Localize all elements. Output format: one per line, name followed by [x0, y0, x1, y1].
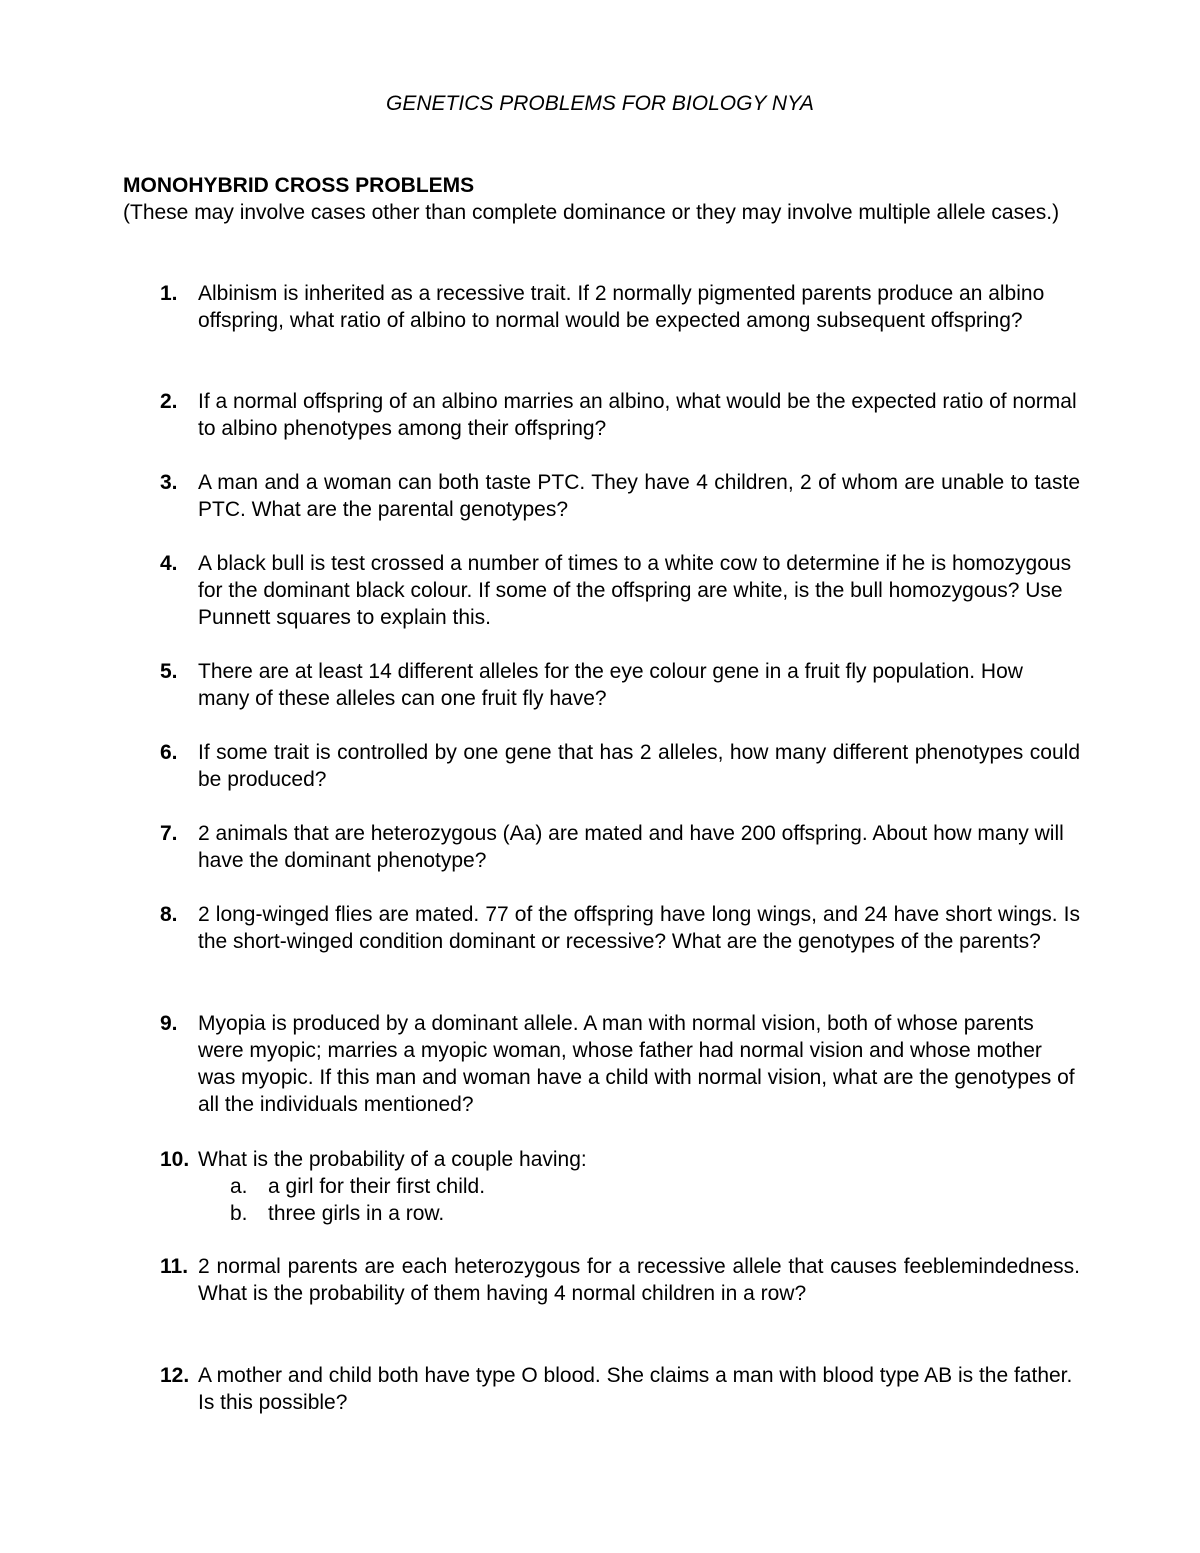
sub-question-b [198, 1200, 1080, 1227]
sub-question-marker: a. [230, 1175, 248, 1198]
question-number: 4. [160, 552, 178, 575]
question-text: 2 normal parents are each heterozygous for a recessive allele that causes feeblemindedness. What is the probability of them having 4 normal children in a row? [198, 1255, 1080, 1305]
question-text: Myopia is produced by a dominant allele. A man with normal vision, both of whose parents were myopic; marries a myopic woman, whose father had normal vision and whose mother was myopic. If this man and woman have a child with normal vision, what are the genotypes of all the individuals mentioned? [198, 1012, 1075, 1116]
question-number: 10. [160, 1148, 190, 1171]
question-text: 2 animals that are heterozygous (Aa) are mated and have 200 offspring. About how many will have the dominant phenotype? [198, 822, 1064, 872]
question-number: 7. [160, 822, 178, 845]
question-6 [160, 739, 1080, 793]
question-text: A mother and child both have type O blood. She claims a man with blood type AB is the father. Is this possible? [198, 1364, 1073, 1414]
question-text: A black bull is test crossed a number of times to a white cow to determine if he is homozygous for the dominant black colour. If some of the offspring are white, is the bull homozygous? Use Punnett squares to explain this. [198, 552, 1072, 629]
question-number: 2. [160, 390, 178, 413]
question-number: 3. [160, 471, 178, 494]
question-number: 5. [160, 660, 178, 683]
question-number: 8. [160, 903, 178, 926]
question-number: 9. [160, 1012, 178, 1035]
question-11 [160, 1253, 1080, 1307]
question-7 [160, 820, 1080, 874]
question-3 [160, 469, 1080, 523]
question-text: 2 long-winged flies are mated. 77 of the offspring have long wings, and 24 have short wings. Is the short-winged condition dominant or recessive? What are the genotypes of the parents? [198, 903, 1080, 953]
question-4 [160, 550, 1080, 631]
question-2 [160, 388, 1080, 442]
sub-question-list [160, 1173, 1080, 1227]
question-text: If some trait is controlled by one gene that has 2 alleles, how many different phenotypes could be produced? [198, 741, 1080, 791]
document-title: GENETICS PROBLEMS FOR BIOLOGY NYA [386, 92, 814, 115]
section-heading: MONOHYBRID CROSS PROBLEMS [123, 174, 475, 197]
question-5 [160, 658, 1080, 712]
question-text: What is the probability of a couple having: [198, 1148, 587, 1171]
section-note: (These may involve cases other than complete dominance or they may involve multiple allele cases.) [123, 201, 1060, 224]
question-12 [160, 1362, 1080, 1416]
question-number: 6. [160, 741, 178, 764]
question-text: A man and a woman can both taste PTC. They have 4 children, 2 of whom are unable to taste PTC. What are the parental genotypes? [198, 471, 1080, 521]
sub-question-marker: b. [230, 1202, 248, 1225]
question-10 [160, 1146, 1080, 1227]
question-1 [160, 280, 1080, 334]
question-text: If a normal offspring of an albino marries an albino, what would be the expected ratio of normal to albino phenotypes among their offspring? [198, 390, 1077, 440]
question-8 [160, 901, 1080, 955]
sub-question-a [198, 1173, 1080, 1200]
question-number: 12. [160, 1364, 190, 1387]
question-text: There are at least 14 different alleles for the eye colour gene in a fruit fly population. How many of these alleles can one fruit fly have? [198, 660, 1023, 710]
question-number: 11. [160, 1255, 189, 1278]
sub-question-text: a girl for their first child. [268, 1175, 486, 1198]
question-number: 1. [160, 282, 178, 305]
question-text: Albinism is inherited as a recessive trait. If 2 normally pigmented parents produce an albino offspring, what ratio of albino to normal would be expected among subsequent offspring? [198, 282, 1045, 332]
question-9 [160, 1010, 1080, 1118]
sub-question-text: three girls in a row. [268, 1202, 445, 1225]
